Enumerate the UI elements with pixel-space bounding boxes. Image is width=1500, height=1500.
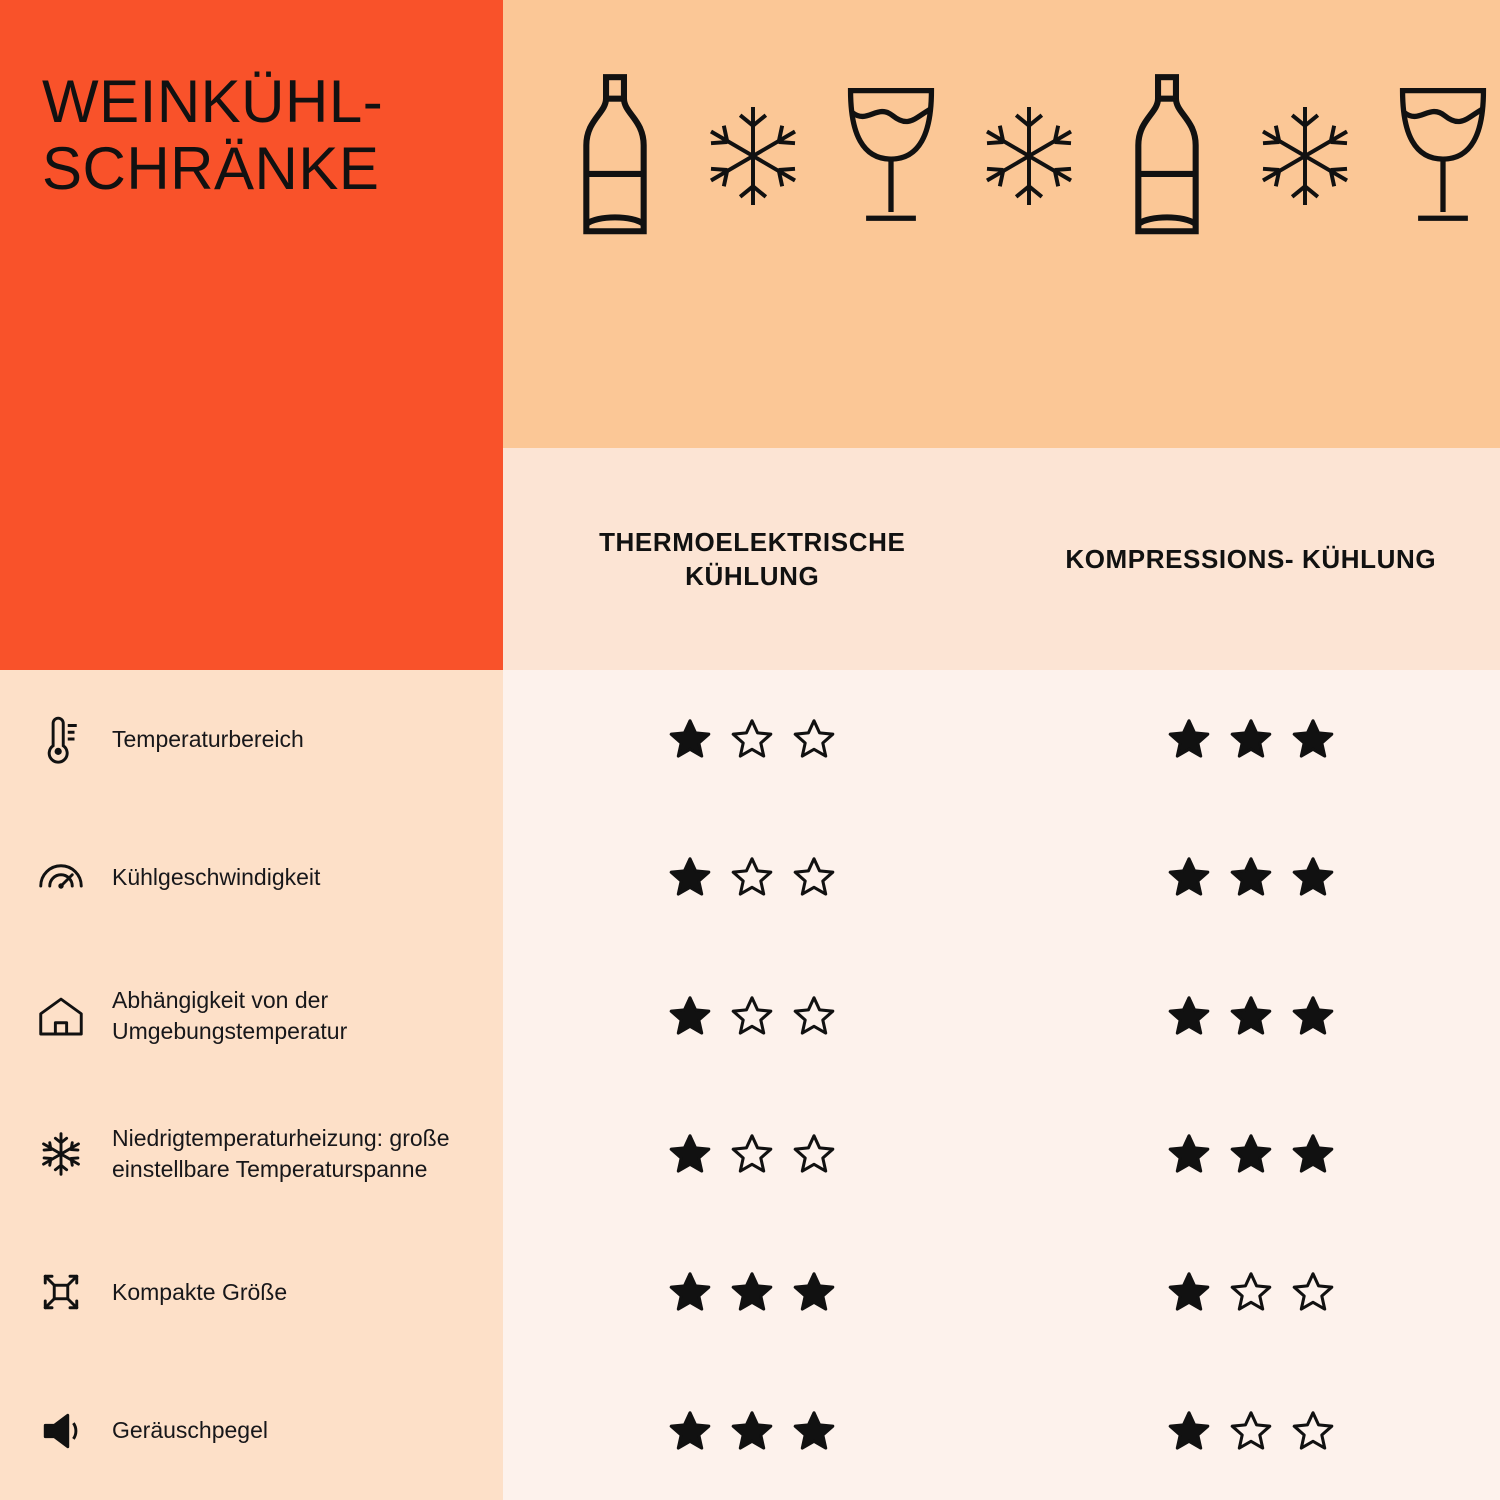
compact-size-icon	[34, 1265, 88, 1319]
bottle-icon	[559, 70, 671, 242]
rating-row	[503, 947, 1500, 1085]
column-header-row	[503, 448, 1500, 670]
rating-row	[503, 670, 1500, 808]
title-block	[0, 0, 503, 670]
star-filled-icon	[1166, 1408, 1212, 1454]
feature-label: Kompakte Größe	[112, 1279, 288, 1306]
star-filled-icon	[729, 1269, 775, 1315]
star-filled-icon	[1228, 854, 1274, 900]
speaker-icon	[34, 1404, 88, 1458]
star-empty-icon	[729, 716, 775, 762]
snowflake-icon	[1249, 70, 1361, 242]
wine-glass-icon	[1387, 70, 1499, 242]
column-header-thermoelectric: THERMOELEKTRISCHE KÜHLUNG	[599, 526, 906, 591]
star-empty-icon	[729, 993, 775, 1039]
star-filled-icon	[1166, 1131, 1212, 1177]
star-filled-icon	[1166, 1269, 1212, 1315]
star-filled-icon	[1290, 716, 1336, 762]
star-empty-icon	[1290, 1408, 1336, 1454]
star-empty-icon	[791, 854, 837, 900]
feature-label: Kühlgeschwindigkeit	[112, 864, 321, 891]
star-filled-icon	[667, 1408, 713, 1454]
rating-row	[503, 1223, 1500, 1361]
snowflake-icon	[697, 70, 809, 242]
bottle-icon	[1111, 70, 1223, 242]
rating-row	[503, 1362, 1500, 1500]
thermometer-icon	[34, 712, 88, 766]
star-empty-icon	[729, 1131, 775, 1177]
feature-label: Abhängigkeit von der Umgebungstemperatur	[112, 987, 348, 1044]
star-filled-icon	[1228, 716, 1274, 762]
star-filled-icon	[791, 1269, 837, 1315]
feature-row	[0, 1223, 503, 1361]
rating-compression	[1002, 716, 1500, 762]
star-empty-icon	[791, 716, 837, 762]
star-empty-icon	[729, 854, 775, 900]
speed-gauge-icon	[34, 850, 88, 904]
star-filled-icon	[667, 1131, 713, 1177]
star-filled-icon	[667, 993, 713, 1039]
star-empty-icon	[1228, 1269, 1274, 1315]
page-title: WEINKÜHL- SCHRÄNKE	[42, 68, 384, 203]
star-filled-icon	[667, 854, 713, 900]
rating-compression	[1002, 993, 1500, 1039]
rating-thermoelectric	[503, 993, 1002, 1039]
rating-row	[503, 1085, 1500, 1223]
star-filled-icon	[1166, 993, 1212, 1039]
star-filled-icon	[1228, 993, 1274, 1039]
rating-thermoelectric	[503, 1131, 1002, 1177]
house-icon	[34, 989, 88, 1043]
rating-grid	[503, 670, 1500, 1500]
feature-list	[0, 670, 503, 1500]
rating-compression	[1002, 1269, 1500, 1315]
star-filled-icon	[1290, 993, 1336, 1039]
snowflake-icon	[34, 1127, 88, 1181]
star-filled-icon	[791, 1408, 837, 1454]
snowflake-icon	[973, 70, 1085, 242]
star-filled-icon	[1290, 854, 1336, 900]
rating-row	[503, 808, 1500, 946]
feature-row	[0, 670, 503, 808]
rating-compression	[1002, 1131, 1500, 1177]
feature-label: Niedrigtemperaturheizung: große einstellbare Temperaturspanne	[112, 1125, 450, 1183]
rating-thermoelectric	[503, 716, 1002, 762]
feature-row	[0, 947, 503, 1085]
rating-thermoelectric	[503, 1269, 1002, 1315]
rating-thermoelectric	[503, 854, 1002, 900]
star-filled-icon	[1228, 1131, 1274, 1177]
star-filled-icon	[729, 1408, 775, 1454]
star-filled-icon	[1166, 854, 1212, 900]
star-empty-icon	[791, 993, 837, 1039]
star-filled-icon	[1166, 716, 1212, 762]
star-filled-icon	[667, 1269, 713, 1315]
star-empty-icon	[1228, 1408, 1274, 1454]
feature-label: Temperaturbereich	[112, 725, 304, 752]
feature-row	[0, 1085, 503, 1223]
star-empty-icon	[791, 1131, 837, 1177]
star-filled-icon	[667, 716, 713, 762]
star-filled-icon	[1290, 1131, 1336, 1177]
star-empty-icon	[1290, 1269, 1336, 1315]
decorative-icon-banner	[503, 0, 1500, 448]
rating-compression	[1002, 1408, 1500, 1454]
wine-glass-icon	[835, 70, 947, 242]
column-header-compression: KOMPRESSIONS- KÜHLUNG	[1065, 543, 1437, 574]
feature-row	[0, 1362, 503, 1500]
feature-row	[0, 808, 503, 946]
rating-thermoelectric	[503, 1408, 1002, 1454]
feature-label: Geräuschpegel	[112, 1417, 268, 1444]
rating-compression	[1002, 854, 1500, 900]
